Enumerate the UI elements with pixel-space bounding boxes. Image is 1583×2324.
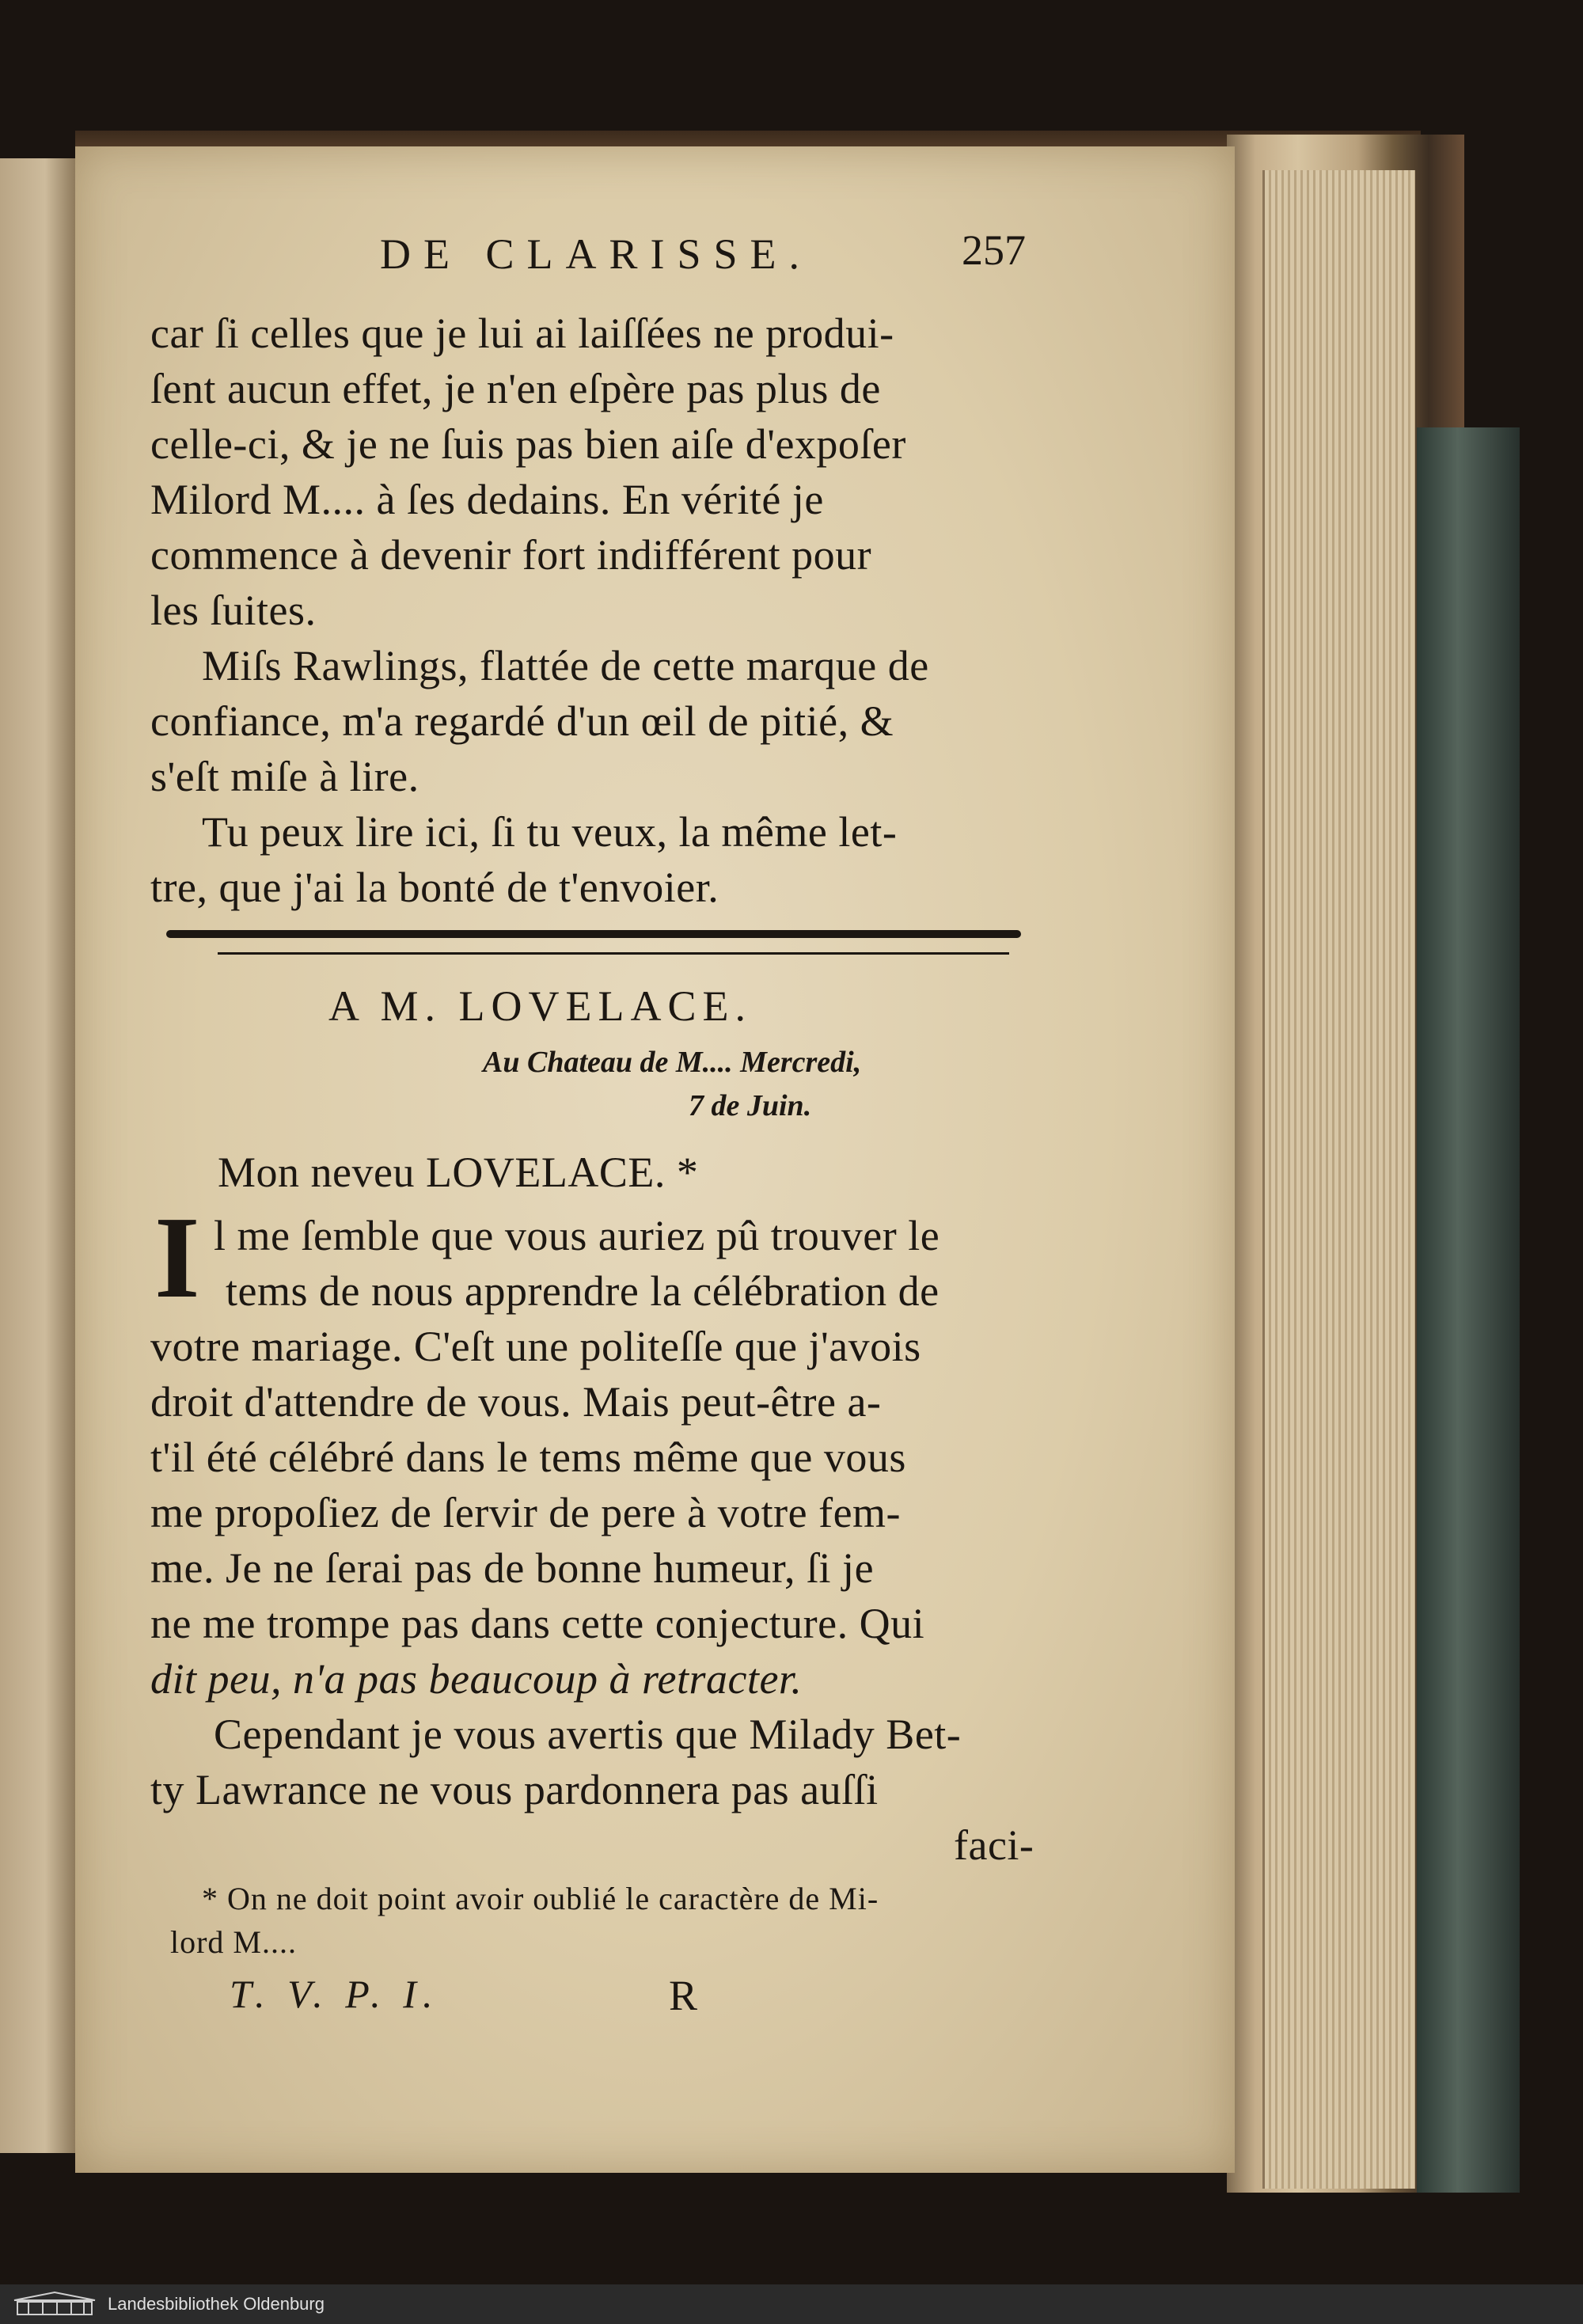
library-building-icon <box>11 2291 98 2318</box>
letter-dateline: Au Chateau de M.... Mercredi, <box>483 1046 862 1079</box>
facing-page-edge <box>0 158 75 2153</box>
page-number: 257 <box>962 226 1026 274</box>
library-name: Landesbibliothek Oldenburg <box>108 2294 325 2314</box>
letter-heading: A M. LOVELACE. <box>328 982 752 1030</box>
section-rule-thin <box>218 952 1009 955</box>
text-line: ty Lawrance ne vous pardonnera pas auſſi <box>150 1766 879 1813</box>
text-line: droit d'attendre de vous. Mais peut-être a- <box>150 1378 882 1426</box>
text-line: dit peu, n'a pas beaucoup à retracter. <box>150 1655 803 1703</box>
running-head: DE CLARISSE. <box>380 230 813 278</box>
text-line: Tu peux lire ici, ſi tu veux, la même let- <box>202 808 898 856</box>
text-line: car ſi celles que je lui ai laiſſées ne produi- <box>150 309 894 357</box>
text-line: tre, que j'ai la bonté de t'envoier. <box>150 864 719 911</box>
gathering-signature: R <box>669 1972 698 2019</box>
text-line: les ſuites. <box>150 587 317 634</box>
text-line: ſent aucun effet, je n'en eſpère pas plus de <box>150 365 881 412</box>
library-footer <box>0 2284 1583 2324</box>
page-block-edges <box>1262 170 1415 2189</box>
drop-cap: I <box>154 1193 200 1323</box>
marbled-cover-edge <box>1417 427 1520 2193</box>
text-line: Miſs Rawlings, flattée de cette marque de <box>202 642 929 689</box>
text-line: commence à devenir fort indifférent pour <box>150 531 872 579</box>
text-line: votre mariage. C'eſt une politeſſe que j'avois <box>150 1323 921 1370</box>
text-line: me propoſiez de ſervir de pere à votre fem- <box>150 1489 902 1536</box>
footnote-line: * On ne doit point avoir oublié le caractère de Mi- <box>202 1881 879 1916</box>
catchword: faci- <box>954 1821 1034 1869</box>
text-line: confiance, m'a regardé d'un œil de pitié, & <box>150 697 894 745</box>
text-line: l me ſemble que vous auriez pû trouver le <box>214 1212 940 1259</box>
text-line: Cependant je vous avertis que Milady Bet- <box>214 1711 962 1758</box>
text-line: t'il été célébré dans le tems même que vous <box>150 1434 906 1481</box>
text-line: ne me trompe pas dans cette conjecture. Qui <box>150 1600 925 1647</box>
salutation: Mon neveu LOVELACE. * <box>218 1149 699 1196</box>
section-rule-thick <box>166 930 1021 938</box>
letter-dateline-date: 7 de Juin. <box>689 1089 812 1122</box>
volume-signature: T. V. P. I. <box>230 1972 439 2016</box>
text-line: Milord M.... à ſes dedains. En vérité je <box>150 476 824 523</box>
footnote-line: lord M.... <box>170 1924 297 1960</box>
text-line: celle-ci, & je ne ſuis pas bien aiſe d'expoſer <box>150 420 906 468</box>
text-line: me. Je ne ſerai pas de bonne humeur, ſi je <box>150 1544 875 1592</box>
text-line: s'eſt miſe à lire. <box>150 753 419 800</box>
book-page <box>75 146 1235 2173</box>
text-line: tems de nous apprendre la célébration de <box>226 1267 940 1315</box>
